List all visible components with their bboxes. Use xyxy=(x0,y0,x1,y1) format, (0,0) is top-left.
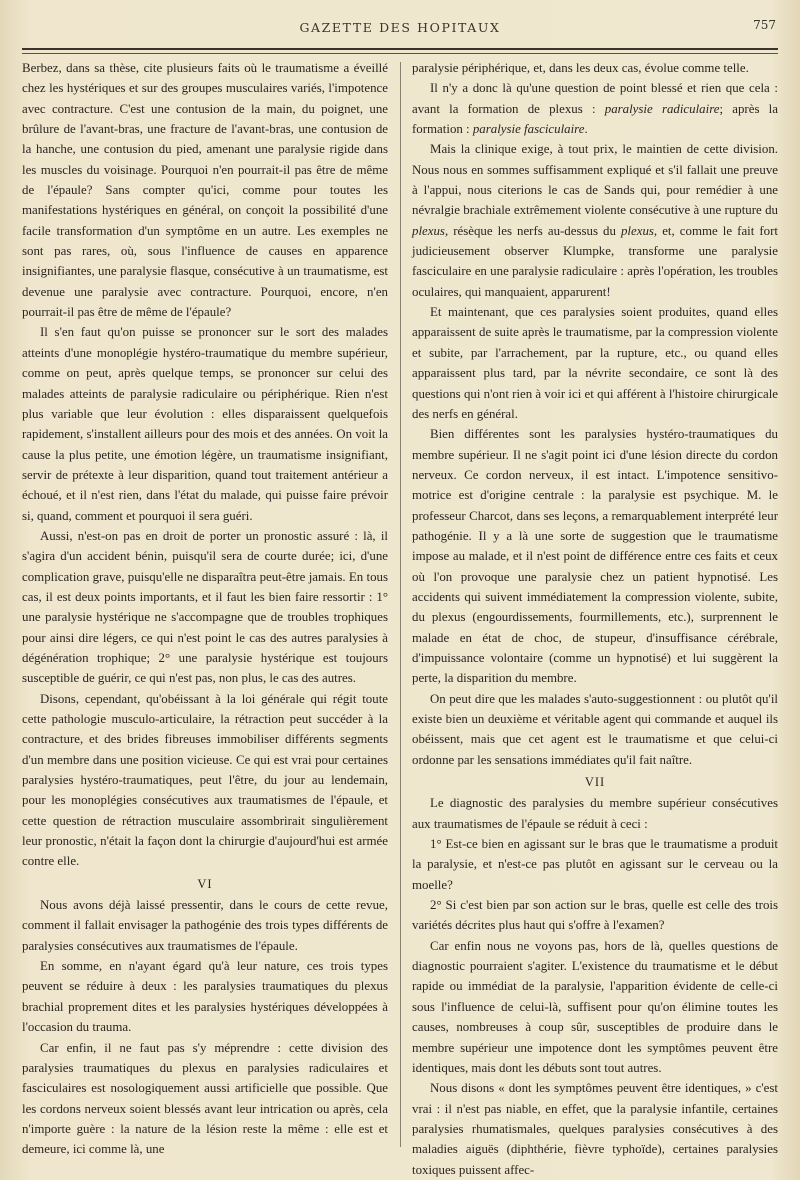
paragraph: En somme, en n'ayant égard qu'à leur nature, ces trois types peuvent se réduire à deux : les paralysies traumatiques du plexus brachial proprement dites et les paralysies hystériques développées à l'occasion du trauma. xyxy=(22,959,388,1035)
paragraph: On peut dire que les malades s'auto-suggestionnent : ou plutôt qu'il existe bien un deuxième et véritable agent qui commande et auquel ils obéissent, mais que cet agent est le traumatisme et que celui-ci ordonne par les sensations immédiates qu'il fait naître. xyxy=(412,691,778,767)
text-run: , résèque les nerfs au-dessus du xyxy=(444,223,621,238)
paragraph: 2° Si c'est bien par son action sur le bras, quelle est celle des trois variétés décrites plus haut qui s'offre à l'examen? xyxy=(412,898,778,933)
paragraph xyxy=(412,139,778,302)
paragraph: Nous disons « dont les symptômes peuvent être identiques, » c'est vrai : il n'est pas niable, en effet, que la paralysie infantile, certaines paralysies rhumatismales, quelques paralysies consécutives à des maladies aiguës (diphthérie, fièvre typhoïde), certaines paralysies toxiques puissent affec- xyxy=(412,1081,778,1177)
paragraph: Aussi, n'est-on pas en droit de porter un pronostic assuré : là, il s'agira d'un accident bénin, puisqu'il sera de courte durée; ici, d'une complication grave, puisqu'elle ne disparaîtra peut-être jamais. En tous cas, il est deux points importants, et il faut les bien faire ressortir : 1° une paralysie hystérique ne s'accompagne que de troubles trophiques pour ainsi dire légers, ce qui n'est point le cas des autres paralysies à dégénération trophique; 2° une paralysie hystérique est toujours susceptible de guérir, ce qui n'est pas, non plus, le cas des autres. xyxy=(22,528,388,686)
header-rule-thin xyxy=(22,53,778,54)
left-column xyxy=(22,58,388,1158)
page-number: 757 xyxy=(753,18,776,32)
italic-term: plexus xyxy=(412,223,445,238)
paragraph: Car enfin, il ne faut pas s'y méprendre : cette division des paralysies traumatiques du plexus en paralysies radiculaires et fasciculaires est nosologiquement aussi artificielle que possible. Que les cordons nerveux soient blessés avant leur intrication ou après, cela n'importe guère : la nature de la lésion reste la même : elle est et demeure, ici comme là, une xyxy=(22,1040,388,1157)
italic-term: plexus xyxy=(620,223,654,238)
page-header xyxy=(22,14,778,44)
text-run: , et, comme le fait fort judicieusement observer Klumpke, transforme une paralysie fasciculaire en une paralysie radiculaire : après l'opération, les troubles oculaires, qui manquaient, apparurent! xyxy=(412,223,778,299)
header-rule-thick xyxy=(22,48,778,50)
journal-title: GAZETTE DES HOPITAUX xyxy=(299,20,501,35)
article-columns xyxy=(22,58,778,1177)
section-heading-vi: VI xyxy=(197,876,213,891)
paragraph: Car enfin nous ne voyons pas, hors de là, quelles questions de diagnostic pourraient s'agiter. L'existence du traumatisme et le début rapide ou immédiat de la paralysie, l'apparition évidente de celle-ci sous l'influence de celui-là, suffisent pour qu'on élimine toutes les causes, nombreuses à coup sûr, susceptibles de produire dans le membre supérieur une impotence dont les symptômes peuvent être identiques, mais dont les débuts sont tout autres. xyxy=(412,938,778,1075)
paragraph: Bien différentes sont les paralysies hystéro-traumatiques du membre supérieur. Il ne s'agit point ici d'une lésion directe du cordon nerveux. Ce cordon nerveux, il est intact. L'impotence sensitivo-motrice est d'origine centrale : la paralysie est psychique. M. le professeur Charcot, dans ses leçons, a remarquablement interprété leur pathogénie. Il y a là une sorte de suggestion que le traumatisme impose au malade, et il n'est point de différence entre ces faits et ceux où l'on provoque une paralysie chez un patient hypnotisé. Les accidents qui suivent immédiatement la compression violente, subite, du plexus (engourdissements, fourmillements, etc.), surprennent le malade en état de choc, de stupeur, d'insuffisance cérébrale, d'impuissance volontaire (comme un hypnotisé) et lui suggèrent la perte, la disparition du membre. xyxy=(412,427,778,686)
column-divider xyxy=(400,62,401,1147)
italic-term: paralysie fasciculaire xyxy=(472,122,585,137)
paragraph: Le diagnostic des paralysies du membre supérieur consécutives aux traumatismes de l'épaule se réduit à ceci : xyxy=(412,796,778,831)
italic-term: paralysie radiculaire xyxy=(604,101,720,116)
paragraph xyxy=(412,78,778,139)
paragraph: Berbez, dans sa thèse, cite plusieurs faits où le traumatisme a éveillé chez les hystériques et sur des groupes musculaires variés, l'impotence avec contracture. C'est une contusion de la main, du poignet, une brûlure de l'avant-bras, une fracture de l'avant-bras, une contusion de la hanche, une contusion du pied, amenant une paralysie rigide dans les muscles du voisinage. Pourquoi n'en pourrait-il pas être de même de l'épaule? Sans compter qu'ici, comme pour toutes les manifestations hystériques en général, on conçoit la possibilité d'une facile transformation d'un symptôme en un autre. Les exemples ne sont pas rares, où, sous l'influence de causes en apparence insignifiantes, une paralysie flasque, consécutive à un traumatisme, est devenue une paralysie avec contracture. Pourquoi, encore, n'en pourrait-il pas être de même de l'épaule? xyxy=(22,61,388,320)
right-column xyxy=(412,58,778,1177)
text-run: ; après la formation : xyxy=(412,101,778,137)
paragraph: Et maintenant, que ces paralysies soient produites, quand elles apparaissent de suite après le traumatisme, par la compression violente et subite, par l'arrachement, par la rupture, etc., ou quand elles apparaissent plus tard, par la névrite secondaire, ce sont là des questions qui n'ont rien à voir ici et qui afférent à l'histoire chirurgicale des nerfs en général. xyxy=(412,305,778,421)
text-run: . xyxy=(584,122,588,137)
section-heading-vii: VII xyxy=(584,775,606,790)
text-run: Mais la clinique exige, à tout prix, le maintien de cette division. Nous nous en sommes suffisamment expliqué et s'il fallait une preuve à l'appui, nous citerions le cas de Sands qui, pour remédier à une névralgie brachiale extrêmement violente consécutive à une rupture du xyxy=(412,142,778,218)
paragraph: 1° Est-ce bien en agissant sur le bras que le traumatisme a produit la paralysie, et n'est-ce pas plutôt en agissant sur le cerveau ou la moelle? xyxy=(412,837,778,892)
paragraph: Nous avons déjà laissé pressentir, dans le cours de cette revue, comment il fallait envisager la pathogénie des trois types différents de paralysies consécutives aux traumatismes de l'épaule. xyxy=(22,898,388,953)
paragraph: Disons, cependant, qu'obéissant à la loi générale qui régit toute cette pathologie musculo-articulaire, la rétraction peut succéder à la contracture, et des brides fibreuses immobiliser différents segments d'un membre dans une position vicieuse. Ce qui est vrai pour certaines paralysies hystéro-traumatiques, peut l'être, du jour au lendemain, pour les monoplégies consécutives aux traumatismes de l'épaule, et cette question de rétraction musculaire assombrirait singulièrement leur pronostic, n'était la façon dont la chirurgie d'aujourd'hui est armée contre elle. xyxy=(22,691,388,869)
paragraph: paralysie périphérique, et, dans les deux cas, évolue comme telle. xyxy=(412,61,749,75)
paragraph: Il s'en faut qu'on puisse se prononcer sur le sort des malades atteints d'une monoplégie hystéro-traumatique du membre supérieur, comme on peut, après quelque temps, se prononcer sur celui des malades atteints de paralysie radiculaire ou périphérique. Rien n'est plus variable que leur évolution : elles disparaissent quelquefois rapidement, s'installent ailleurs pour des mois et des années. On voit la cause la plus petite, une émotion légère, un traumatisme insignifiant, servir de prétexte à leur disparition, quand tout traitement antérieur a échoué, et il n'est rien, dans l'état du malade, qui puisse faire prévoir si, quand, comment et pourquoi il sera guéri. xyxy=(22,325,388,523)
text-run: Il n'y a donc là qu'une question de point blessé et rien que cela : avant la formation de plexus : xyxy=(412,81,778,116)
